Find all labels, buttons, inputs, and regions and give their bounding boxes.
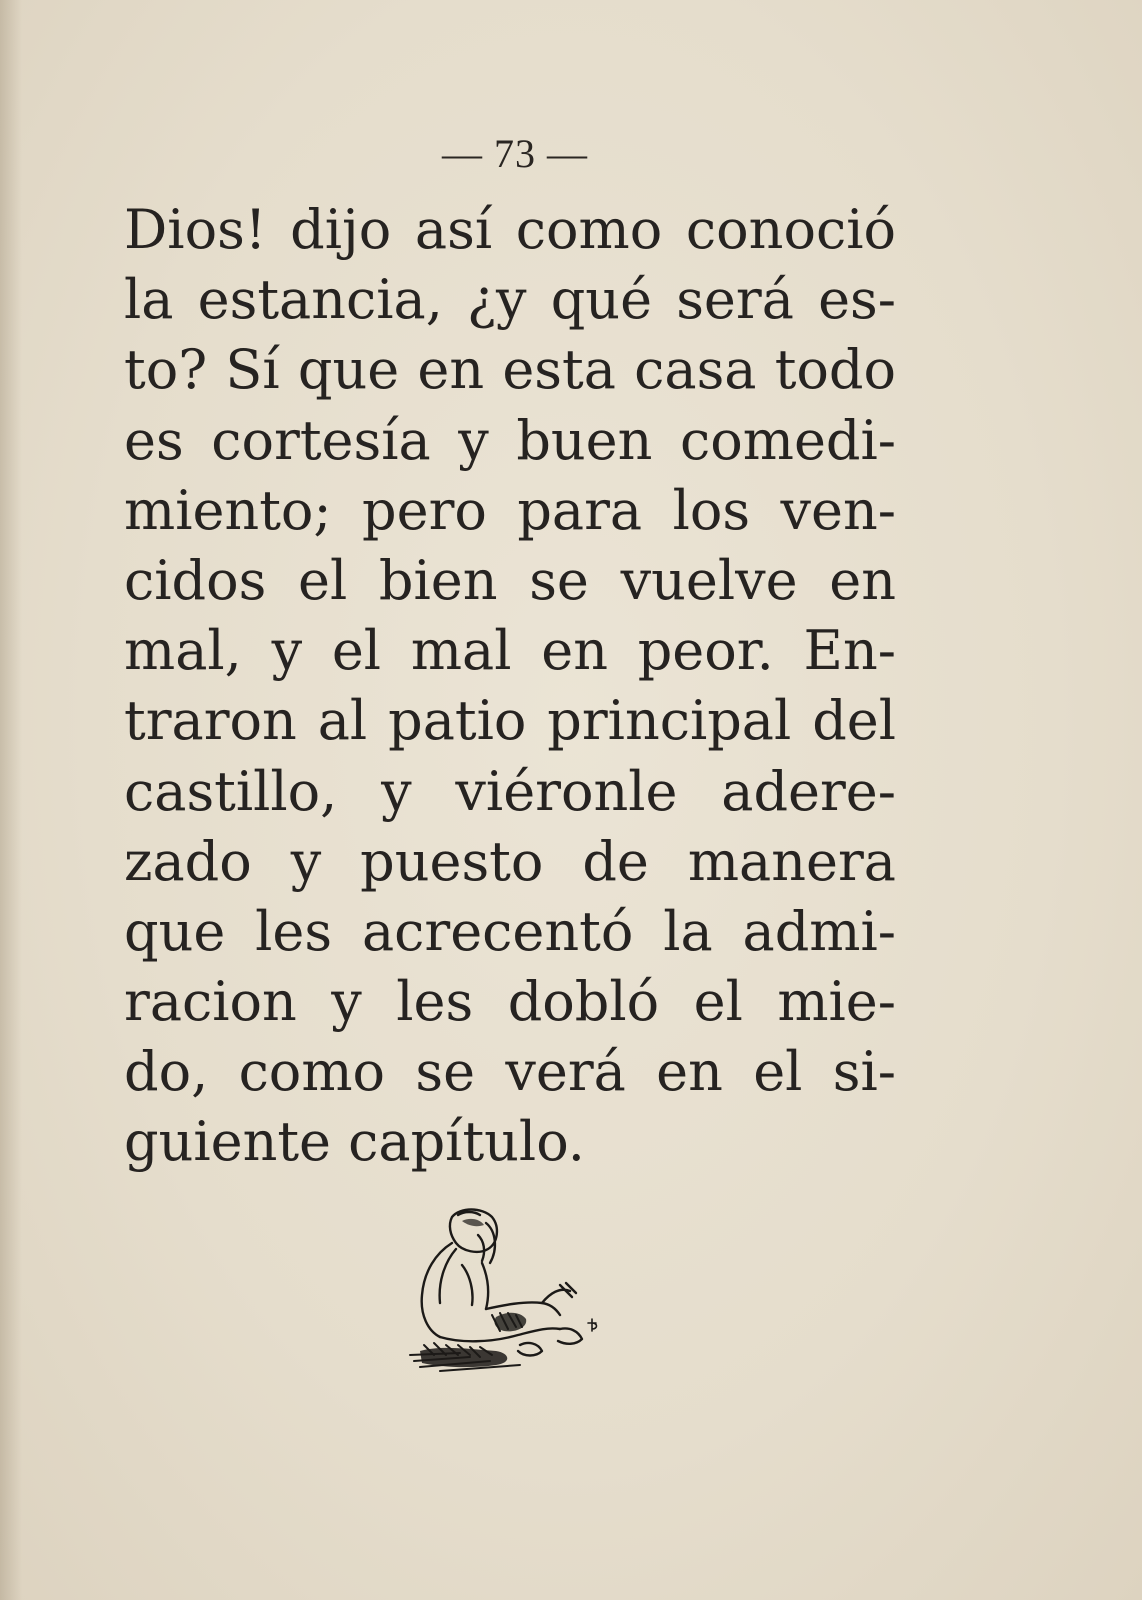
text-line: castillo, y viéronle adere-: [124, 759, 896, 823]
text-line: racion y les dobló el mie-: [124, 970, 896, 1034]
text-line: miento; pero para los ven-: [124, 478, 896, 542]
text-line: que les acrecentó la admi-: [124, 899, 896, 963]
page-number: — 73 —: [442, 131, 588, 176]
text-line: traron al patio principal del: [124, 689, 896, 753]
text-line: to? Sí que en esta casa todo: [124, 338, 896, 402]
text-line: es cortesía y buen comedi-: [124, 408, 896, 472]
text-line: mal, y el mal en peor. En-: [124, 619, 896, 683]
body-paragraph: [124, 195, 896, 1178]
text-line: zado y puesto de manera: [124, 829, 896, 893]
text-line: do, como se verá en el si-: [124, 1040, 896, 1104]
text-line: Dios! dijo así como conoció: [124, 198, 896, 261]
text-line: cidos el bien se vuelve en: [124, 548, 896, 612]
text-line: guiente capítulo.: [124, 1110, 585, 1174]
seated-figure-vignette-icon: [400, 1205, 610, 1380]
text-line: la estancia, ¿y qué será es-: [124, 268, 896, 332]
page-edge-shadow: [0, 0, 22, 1600]
